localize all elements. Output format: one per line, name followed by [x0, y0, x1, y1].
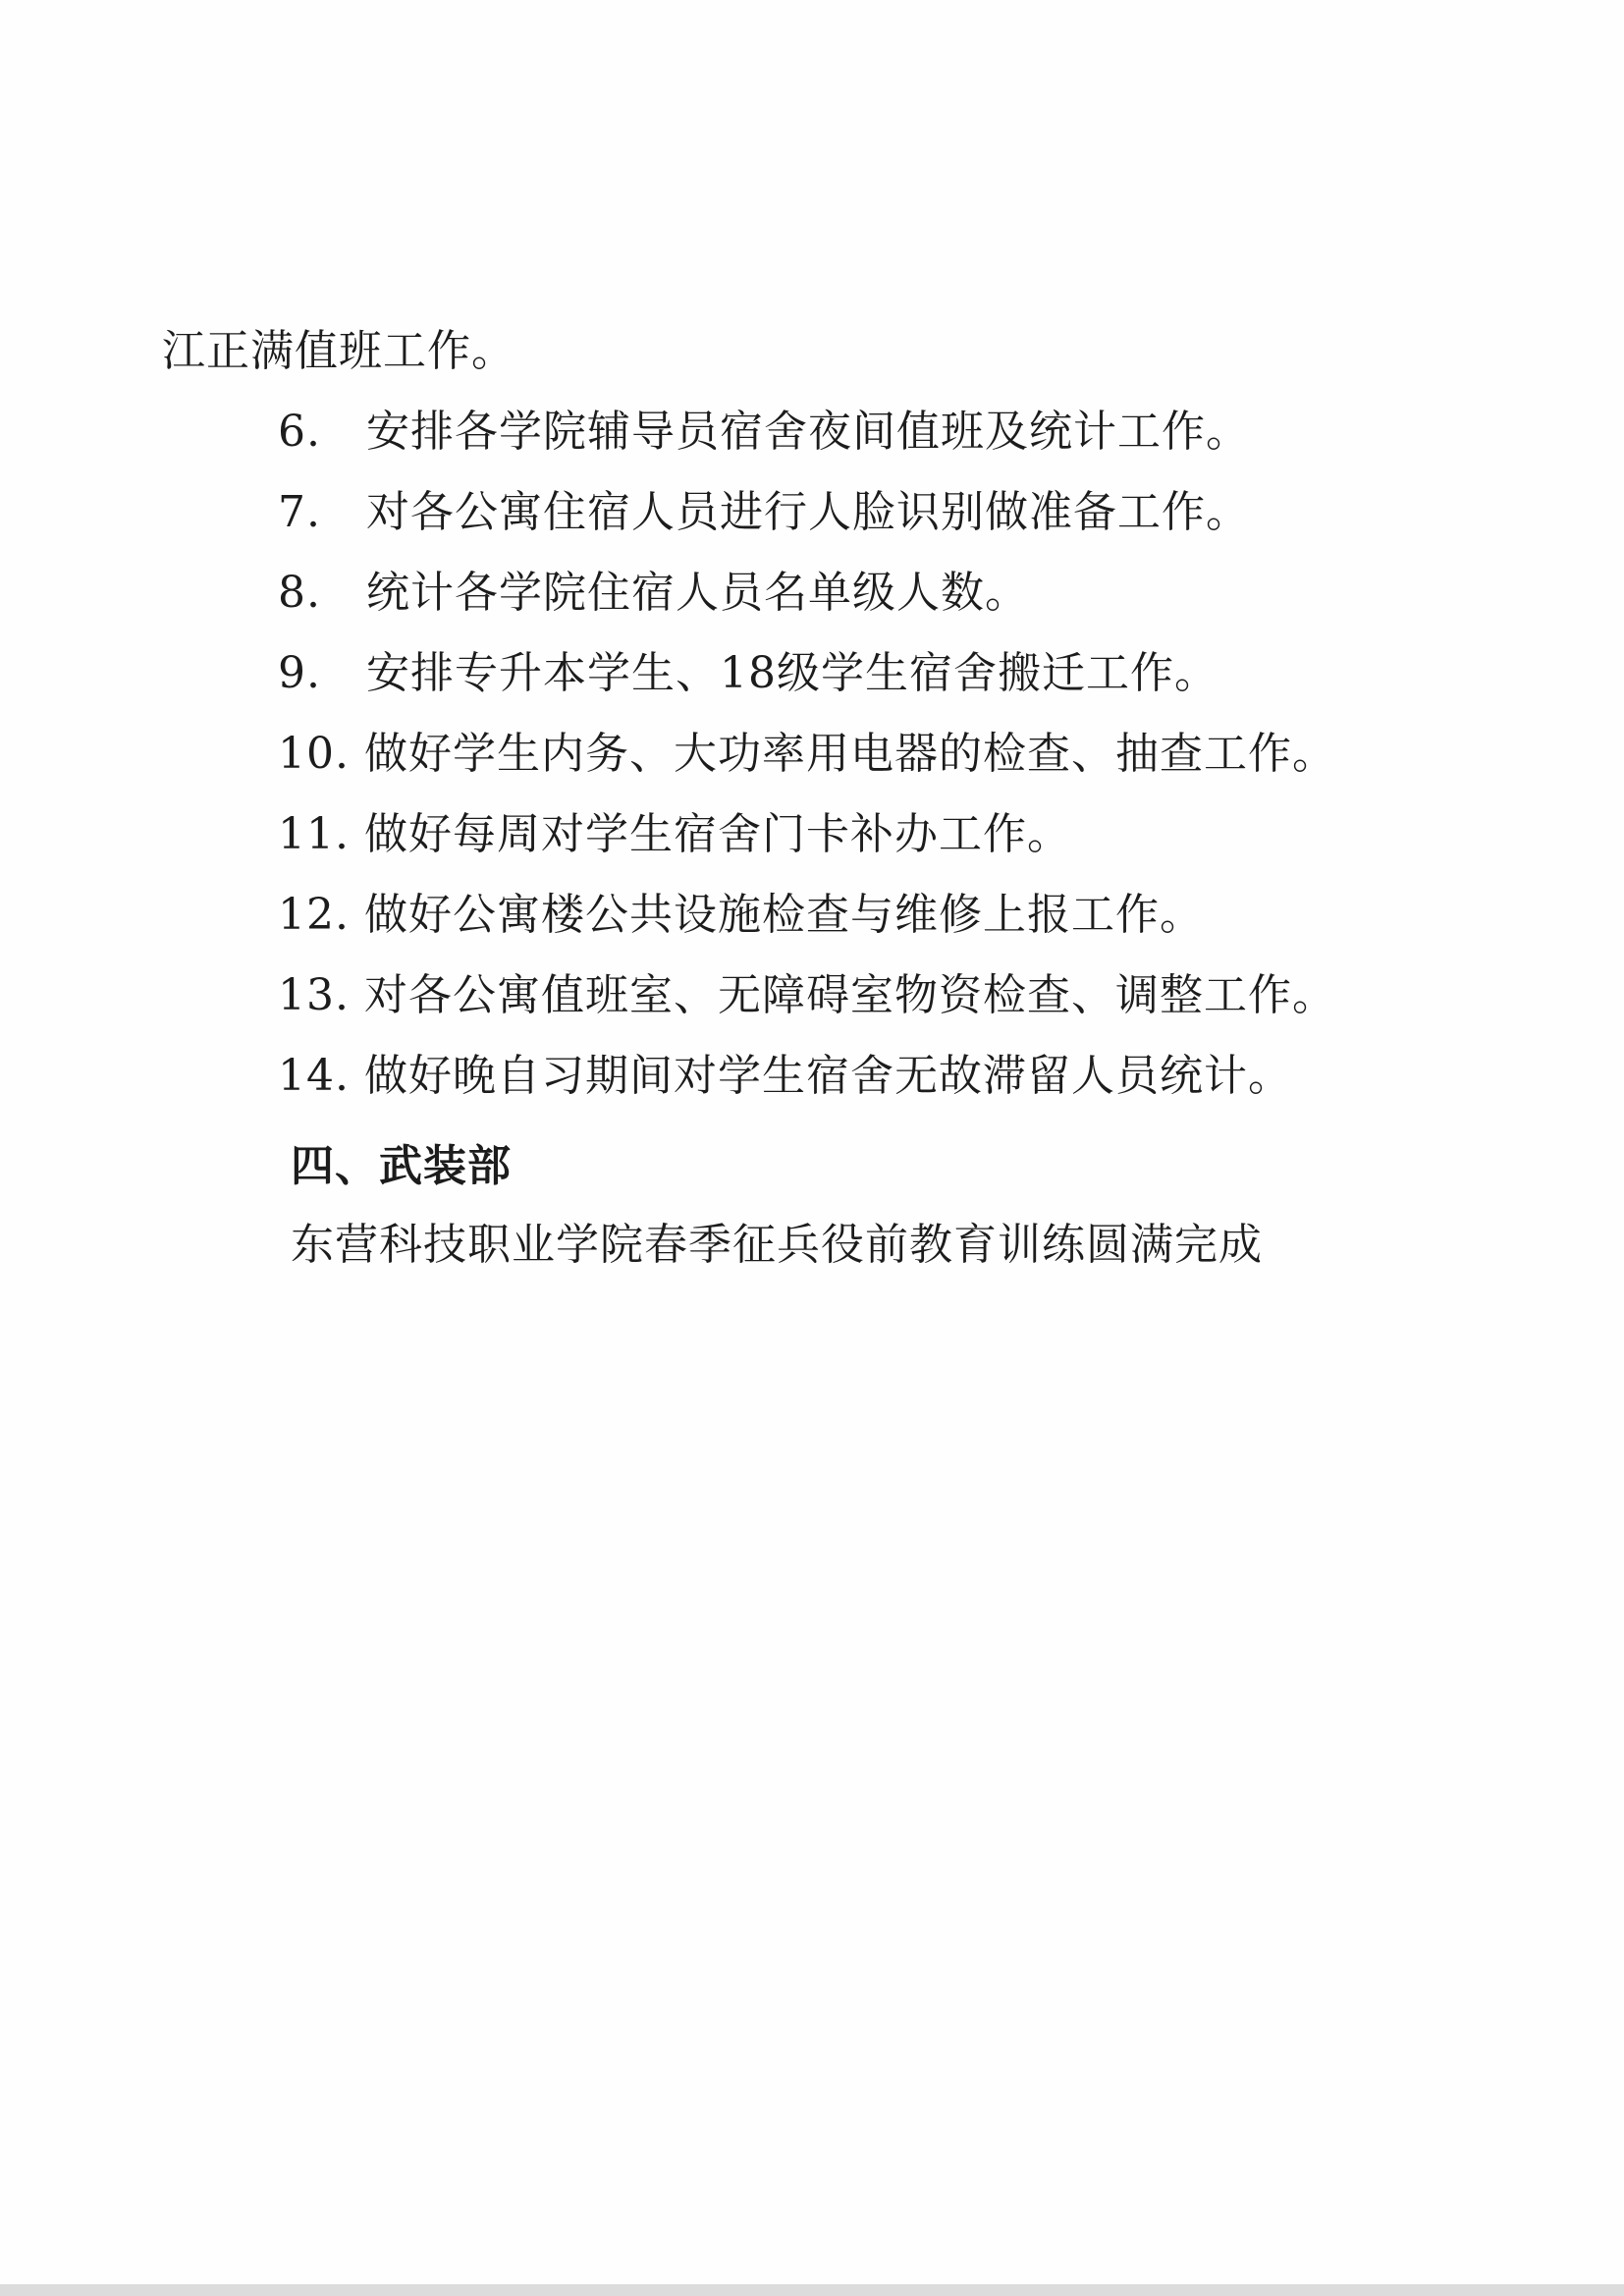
list-item-text: 做好学生内务、大功率用电器的检查、抽查工作。 — [363, 729, 1336, 779]
list-item-8 — [278, 566, 1029, 621]
continuation-text: 江正满值班工作。 — [162, 326, 515, 376]
list-item-number: 14. — [278, 1051, 350, 1101]
list-item-text: 做好公寓楼公共设施检查与维修上报工作。 — [363, 890, 1204, 940]
list-item-number: 11. — [278, 809, 350, 859]
list-item-11 — [278, 807, 1071, 862]
list-item-text: 做好晚自习期间对学生宿舍无故滞留人员统计。 — [363, 1051, 1292, 1101]
list-item-text: 做好每周对学生宿舍门卡补办工作。 — [363, 809, 1071, 859]
list-item-6 — [278, 405, 1250, 460]
list-item-9 — [278, 646, 1218, 701]
list-item-number: 8. — [278, 568, 321, 618]
list-item-14 — [278, 1049, 1292, 1104]
list-item-13 — [278, 968, 1336, 1023]
list-item-text: 统计各学院住宿人员名单级人数。 — [366, 568, 1029, 618]
section-heading: 四、武装部 — [291, 1141, 512, 1191]
list-item-number: 9. — [278, 648, 321, 698]
scan-edge-artifact — [0, 2284, 1624, 2296]
list-item-text: 对各公寓值班室、无障碍室物资检查、调整工作。 — [363, 970, 1336, 1020]
list-item-number: 12. — [278, 890, 350, 940]
section-body: 东营科技职业学院春季征兵役前教育训练圆满完成 — [291, 1220, 1263, 1270]
list-item-number: 6. — [278, 407, 321, 457]
list-item-12 — [278, 888, 1204, 943]
list-item-text: 对各公寓住宿人员进行人脸识别做准备工作。 — [366, 487, 1250, 537]
list-item-number: 13. — [278, 970, 350, 1020]
list-item-number: 10. — [278, 729, 350, 779]
list-item-text: 安排专升本学生、18级学生宿舍搬迁工作。 — [366, 648, 1218, 698]
list-item-10 — [278, 727, 1336, 782]
list-item-number: 7. — [278, 487, 321, 537]
list-item-7 — [278, 485, 1250, 540]
list-item-text: 安排各学院辅导员宿舍夜间值班及统计工作。 — [366, 407, 1250, 457]
